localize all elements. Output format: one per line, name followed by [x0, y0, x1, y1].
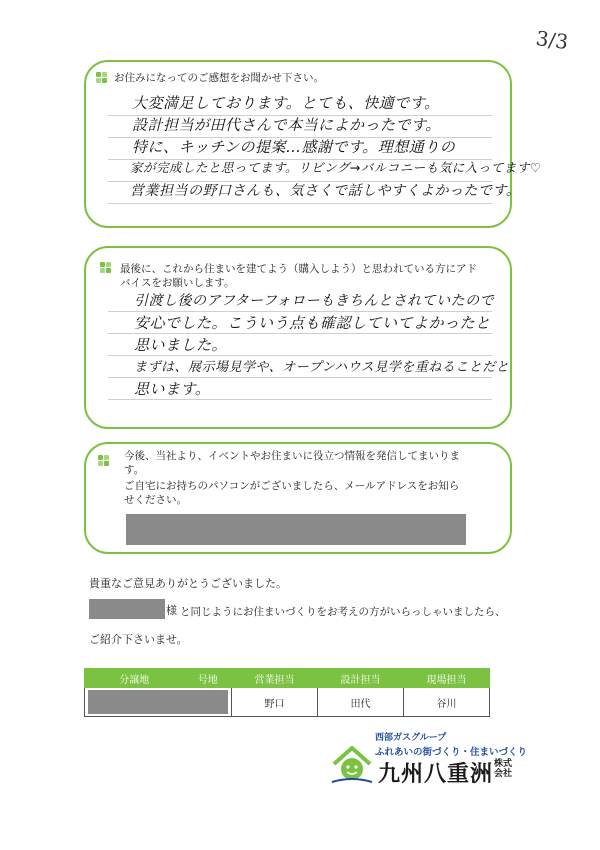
header-site: 現場担当 [403, 669, 489, 688]
thanks-text: 貴重なご意見ありがとうございました。 [89, 577, 287, 590]
company-suffix: 株式会社 [494, 759, 513, 779]
header-sales: 営業担当 [232, 669, 318, 688]
handwritten-line: まずは、展示場見学や、オープンハウス見学を重ねることだと [134, 360, 510, 375]
redacted-email-field [126, 514, 466, 545]
page-number: 3/3 [534, 25, 570, 55]
handwritten-line: 特に、キッチンの提案…感謝です。理想通りの [132, 138, 456, 156]
header-lot-number: 号地 [184, 669, 232, 688]
redaction-block [88, 690, 228, 714]
email-prompt-line3: ご自宅にお持ちのパソコンがございましたら、メールアドレスをお知ら [124, 480, 460, 492]
email-prompt-line1: 今後、当社より、イベントやお住まいに役立つ情報を発信してまいりま [124, 450, 460, 462]
green-square-bullet-icon [98, 455, 110, 467]
advice-prompt-line1: 最後に、これから住まいを建てよう（購入しよう）と思われている方にアド [120, 263, 477, 275]
green-square-bullet-icon [100, 262, 112, 274]
header-design: 設計担当 [317, 669, 403, 688]
handwritten-line: 設計担当が田代さんで本当によかったです。 [132, 116, 441, 134]
honorific-text: 様 [166, 604, 177, 617]
redacted-customer-name [89, 599, 165, 619]
handwritten-line: 思います。 [134, 380, 211, 398]
group-name: 西部ガスグループ [375, 733, 447, 743]
redacted-lot-cell [85, 688, 232, 717]
green-square-bullet-icon [96, 72, 108, 84]
request-text: ご紹介下さいませ。 [89, 633, 188, 646]
sales-rep: 野口 [232, 688, 318, 717]
email-prompt-line4: せください。 [124, 494, 187, 506]
ruled-line [108, 399, 492, 400]
info-table [84, 668, 490, 717]
handwritten-line: 思いました。 [134, 336, 228, 354]
handwritten-line: 大変満足しております。とても、快適です。 [132, 94, 440, 112]
referral-text: と同じようにお住まいづくりをお考えの方がいらっしゃいましたら、 [180, 606, 506, 618]
impressions-prompt: お住みになってのご感想をお聞かせ下さい。 [114, 72, 324, 84]
email-prompt-line2: す。 [124, 464, 145, 476]
house-logo-icon [330, 744, 374, 784]
design-rep: 田代 [317, 688, 403, 717]
handwritten-line: 家が完成したと思ってます。リビング→バルコニーも気に入ってます♡ [130, 160, 542, 175]
site-rep: 谷川 [403, 688, 489, 717]
handwritten-line: 引渡し後のアフターフォローもきちんとされていたので [134, 293, 495, 309]
handwritten-line: 安心でした。こういう点も確認していてよかったと [134, 314, 491, 332]
header-lot: 分譲地 [85, 669, 184, 688]
advice-prompt-line2: バイスをお願いします。 [120, 277, 235, 289]
ruled-line [108, 203, 492, 204]
company-name: 九州八重洲 [378, 762, 494, 787]
handwritten-line: 営業担当の野口さんも、気さくで話しやすくよかったです。 [130, 183, 521, 199]
logo-tagline: ふれあいの街づくり・住まいづくり [375, 747, 528, 758]
